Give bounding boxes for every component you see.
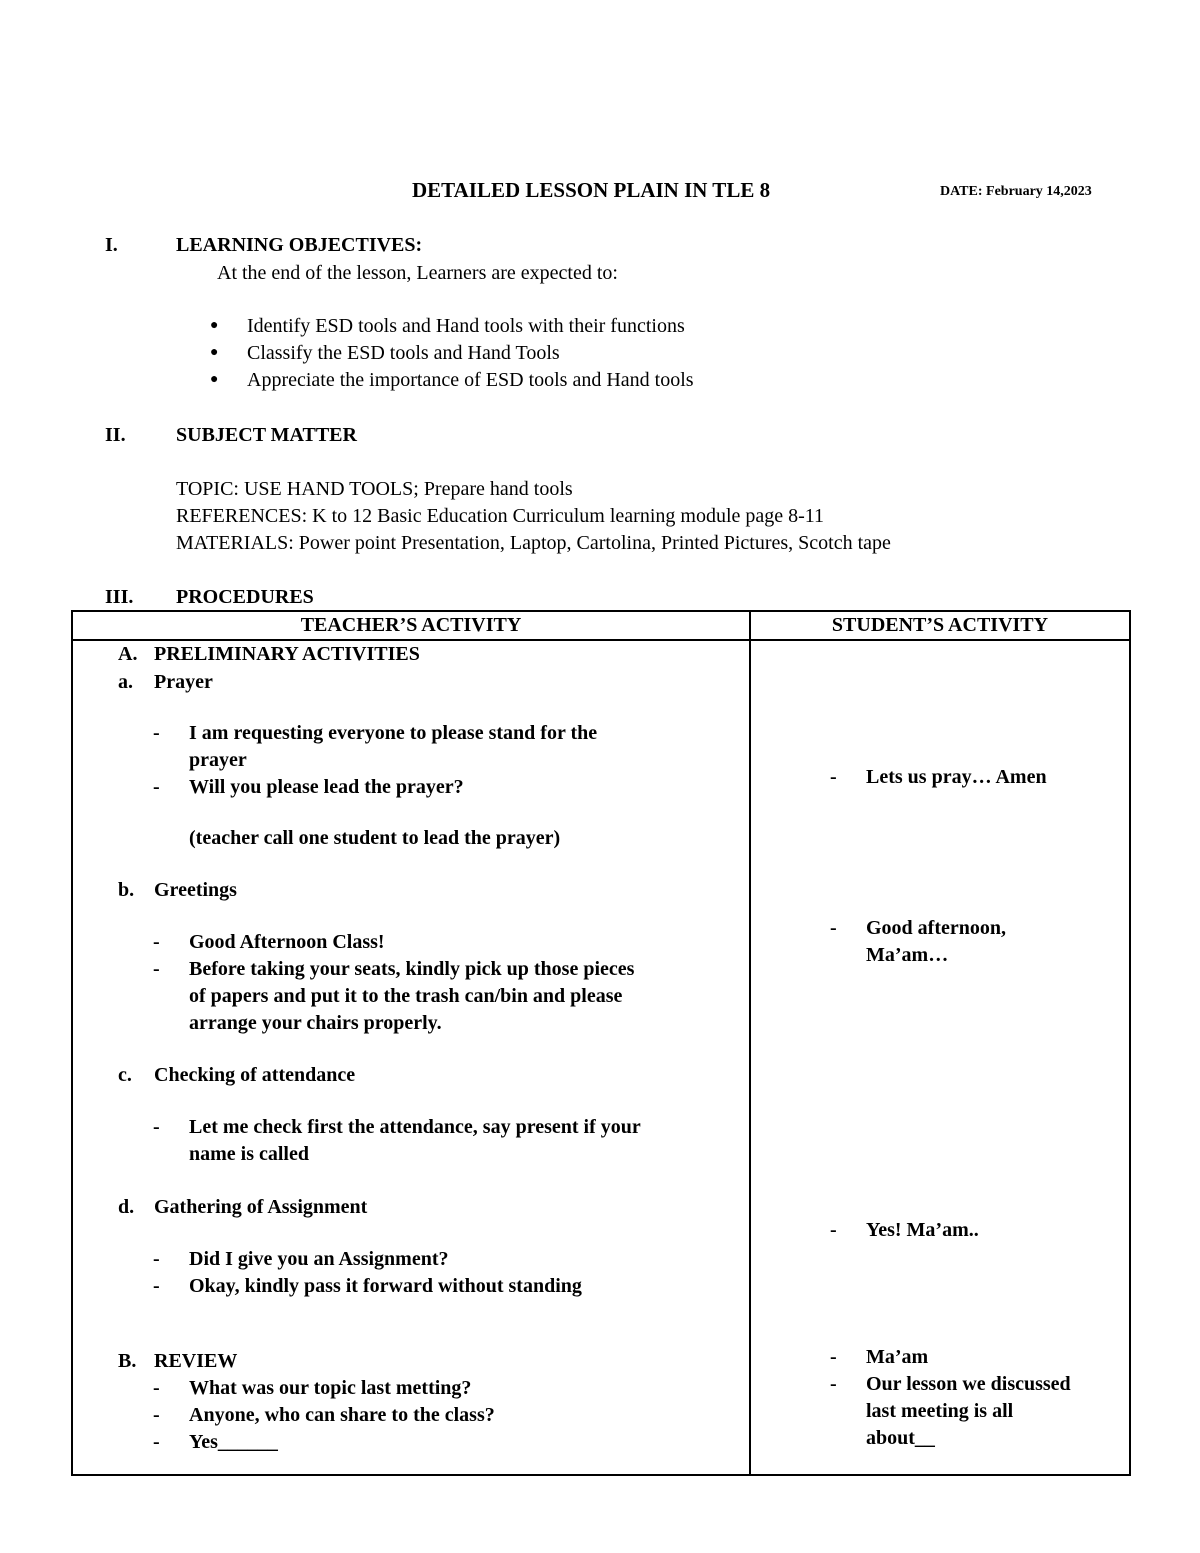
section-b-title: REVIEW [154, 1350, 238, 1372]
student-response: Yes! Ma’am.. [866, 1219, 979, 1241]
dash-icon: - [830, 1219, 837, 1241]
section-three-numeral: III. [105, 586, 134, 608]
subject-materials: MATERIALS: Power point Presentation, Laptop, Cartolina, Printed Pictures, Scotch tape [176, 532, 891, 554]
dash-icon: - [153, 1404, 160, 1426]
section-a-label: A. [118, 643, 138, 665]
assignment-label: d. [118, 1196, 135, 1218]
attendance-line: name is called [189, 1143, 309, 1165]
dash-icon: - [153, 776, 160, 798]
dash-icon: - [830, 1373, 837, 1395]
review-line: What was our topic last metting? [189, 1377, 472, 1399]
student-response: Ma’am [866, 1346, 929, 1368]
attendance-title: Checking of attendance [154, 1064, 356, 1086]
dash-icon: - [153, 1275, 160, 1297]
prayer-note: (teacher call one student to lead the prayer) [189, 827, 561, 849]
section-one-numeral: I. [105, 234, 118, 256]
procedures-table [71, 610, 1131, 1476]
review-line: Yes______ [189, 1431, 278, 1453]
student-response: Lets us pray… Amen [866, 766, 1047, 788]
dash-icon: - [830, 1346, 837, 1368]
attendance-label: c. [118, 1064, 132, 1086]
objective-item: Identify ESD tools and Hand tools with their functions [247, 315, 685, 337]
greetings-line: of papers and put it to the trash can/bin and please [189, 985, 623, 1007]
greetings-line: arrange your chairs properly. [189, 1012, 442, 1034]
objectives-intro: At the end of the lesson, Learners are expected to: [217, 262, 618, 284]
section-two-numeral: II. [105, 424, 126, 446]
section-a-title: PRELIMINARY ACTIVITIES [154, 643, 420, 665]
dash-icon: - [153, 1116, 160, 1138]
student-response: Ma’am… [866, 944, 949, 966]
greetings-label: b. [118, 879, 135, 901]
column-divider [749, 612, 751, 1474]
dash-icon: - [830, 917, 837, 939]
prayer-label: a. [118, 671, 133, 693]
attendance-line: Let me check first the attendance, say present if your [189, 1116, 641, 1138]
student-response: Our lesson we discussed [866, 1373, 1071, 1395]
header-divider [73, 639, 1129, 641]
student-response: Good afternoon, [866, 917, 1006, 939]
dash-icon: - [153, 931, 160, 953]
prayer-line: I am requesting everyone to please stand for the [189, 722, 598, 744]
bullet-icon: ● [210, 318, 219, 333]
objective-item: Appreciate the importance of ESD tools and Hand tools [247, 369, 694, 391]
greetings-title: Greetings [154, 879, 237, 901]
section-two-heading: SUBJECT MATTER [176, 424, 357, 446]
subject-topic: TOPIC: USE HAND TOOLS; Prepare hand tools [176, 478, 573, 500]
section-one-heading: LEARNING OBJECTIVES: [176, 234, 423, 256]
dash-icon: - [153, 1431, 160, 1453]
document-date: DATE: February 14,2023 [940, 184, 1092, 199]
section-b-label: B. [118, 1350, 137, 1372]
bullet-icon: ● [210, 372, 219, 387]
prayer-line: Will you please lead the prayer? [189, 776, 464, 798]
document-title: DETAILED LESSON PLAIN IN TLE 8 [412, 178, 771, 202]
review-line: Anyone, who can share to the class? [189, 1404, 495, 1426]
section-three-heading: PROCEDURES [176, 586, 314, 608]
subject-references: REFERENCES: K to 12 Basic Education Curriculum learning module page 8-11 [176, 505, 825, 527]
teacher-activity-header: TEACHER’S ACTIVITY [300, 614, 522, 636]
student-activity-header: STUDENT’S ACTIVITY [831, 614, 1049, 636]
dash-icon: - [153, 722, 160, 744]
greetings-line: Before taking your seats, kindly pick up those pieces [189, 958, 635, 980]
dash-icon: - [830, 766, 837, 788]
student-response: last meeting is all [866, 1400, 1014, 1422]
greetings-line: Good Afternoon Class! [189, 931, 385, 953]
dash-icon: - [153, 958, 160, 980]
prayer-line: prayer [189, 749, 247, 771]
assignment-line: Did I give you an Assignment? [189, 1248, 449, 1270]
assignment-title: Gathering of Assignment [154, 1196, 368, 1218]
bullet-icon: ● [210, 345, 219, 360]
dash-icon: - [153, 1377, 160, 1399]
assignment-line: Okay, kindly pass it forward without standing [189, 1275, 582, 1297]
objective-item: Classify the ESD tools and Hand Tools [247, 342, 560, 364]
student-response: about__ [866, 1427, 935, 1449]
prayer-title: Prayer [154, 671, 213, 693]
dash-icon: - [153, 1248, 160, 1270]
